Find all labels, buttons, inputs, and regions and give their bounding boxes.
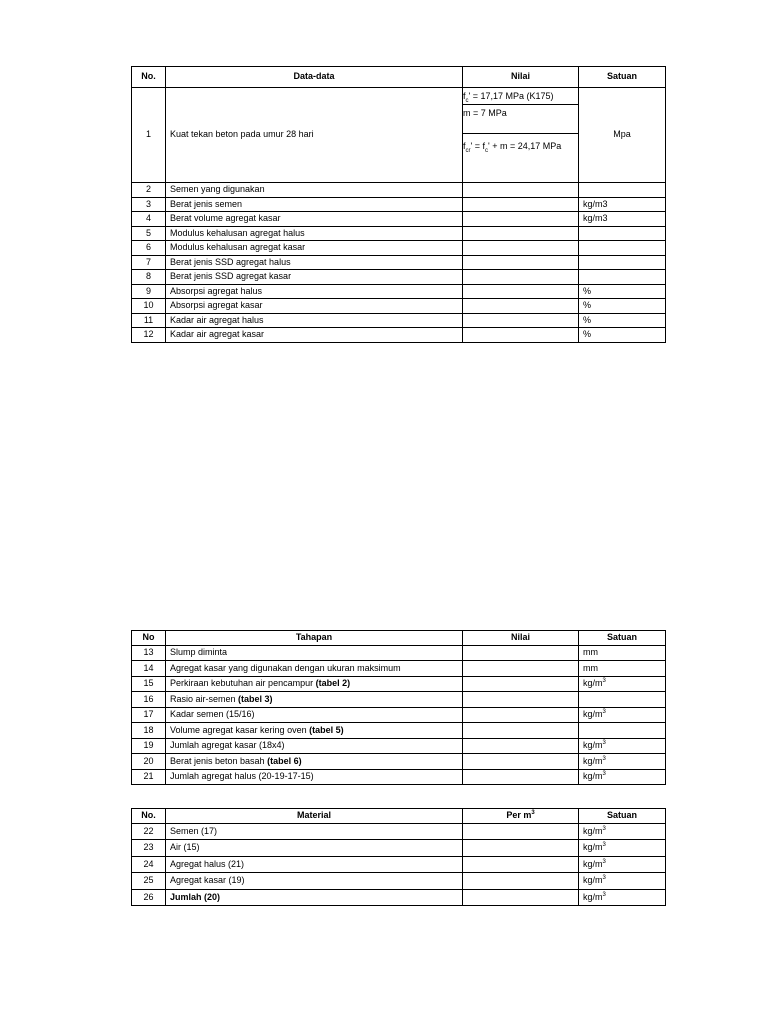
row-label-ref: (tabel 2)	[315, 678, 351, 688]
row-satuan-sup: 3	[602, 709, 606, 715]
row-label: Kadar air agregat kasar	[166, 328, 463, 343]
row-nilai	[463, 707, 579, 723]
header-material: Material	[166, 809, 463, 824]
row-no: 24	[132, 856, 166, 873]
row-label-ref: (tabel 6)	[267, 755, 302, 766]
row-satuan	[579, 823, 666, 840]
row-satuan	[579, 661, 666, 677]
row-satuan-sup: 3	[602, 842, 606, 848]
row-label-text: Volume agregat kasar kering oven	[170, 724, 310, 735]
row-satuan-sup: 3	[602, 858, 606, 865]
row-label: Kadar air agregat halus	[166, 313, 463, 328]
material-table	[131, 808, 666, 906]
row-satuan-text: kg/m	[583, 842, 603, 852]
row-satuan-sup: 3	[602, 755, 606, 762]
fc-value: $f_c' = 17,17$ MPa (K175)	[463, 88, 579, 105]
row-satuan-text: mm	[583, 647, 598, 657]
row-satuan	[579, 241, 666, 256]
row-label	[166, 754, 463, 770]
row-no: 25	[132, 873, 166, 890]
row-satuan	[579, 255, 666, 270]
row-nilai	[463, 889, 579, 906]
row-nilai	[463, 856, 579, 873]
row-satuan	[579, 270, 666, 285]
row-label: Berat jenis semen	[166, 197, 463, 212]
row-label: Absorpsi agregat halus	[166, 284, 463, 299]
row-no: 19	[132, 738, 166, 754]
row-nilai	[463, 212, 579, 227]
table-row	[132, 723, 666, 739]
row-satuan	[579, 754, 666, 770]
row-satuan-text: kg/m	[583, 709, 603, 719]
mix-steps-table	[131, 630, 666, 785]
row-nilai	[463, 738, 579, 754]
row-label-text: Perkiraan kebutuhan air pencampur	[170, 678, 316, 688]
row-no: 5	[132, 226, 166, 241]
row-satuan	[579, 676, 666, 692]
row-label	[166, 692, 463, 708]
table-row	[132, 255, 666, 270]
row-label-ref: (tabel 3)	[238, 693, 273, 704]
row-no: 14	[132, 661, 166, 677]
row-label-ref: Jumlah (20)	[170, 891, 221, 902]
row-satuan	[579, 738, 666, 754]
row-nilai	[463, 299, 579, 314]
row-no: 3	[132, 197, 166, 212]
table-row	[132, 241, 666, 256]
header-satuan: Satuan	[579, 809, 666, 824]
row-nilai	[463, 754, 579, 770]
row-no: 11	[132, 313, 166, 328]
table-row	[132, 754, 666, 770]
row-nilai	[463, 197, 579, 212]
row-satuan	[579, 183, 666, 198]
table-row	[132, 661, 666, 677]
row-no: 16	[132, 692, 166, 708]
row-satuan: %	[579, 313, 666, 328]
row-nilai	[463, 241, 579, 256]
row-nilai	[463, 769, 579, 785]
row-label	[166, 645, 463, 661]
row-satuan-text: kg/m	[583, 678, 603, 688]
row-satuan-sup: 3	[602, 740, 606, 746]
concrete-data-table	[131, 66, 666, 343]
row-satuan-text: kg/m	[583, 875, 603, 885]
row-satuan	[579, 889, 666, 906]
row-nilai	[463, 328, 579, 343]
row-label: Kuat tekan beton pada umur 28 hari	[166, 88, 463, 183]
row-satuan	[579, 723, 666, 739]
row-satuan	[579, 769, 666, 785]
row-label-text: Slump diminta	[170, 647, 228, 657]
row-label	[166, 873, 463, 890]
row-satuan-text: kg/m	[583, 740, 603, 750]
row-label	[166, 707, 463, 723]
row-no: 21	[132, 769, 166, 785]
row-no: 8	[132, 270, 166, 285]
row-satuan-text: kg/m	[583, 755, 603, 766]
row-satuan	[579, 645, 666, 661]
row-satuan	[579, 707, 666, 723]
row-satuan: kg/m3	[579, 212, 666, 227]
row-label	[166, 769, 463, 785]
row-label	[166, 676, 463, 692]
row-satuan	[579, 856, 666, 873]
row-no: 12	[132, 328, 166, 343]
header-satuan: Satuan	[579, 631, 666, 646]
table-row	[132, 88, 666, 183]
row-nilai	[463, 873, 579, 890]
row-label: Berat jenis SSD agregat kasar	[166, 270, 463, 285]
table-row	[132, 856, 666, 873]
row-label-text: Rasio air-semen	[170, 693, 239, 704]
row-satuan	[579, 873, 666, 890]
table-header-row	[132, 809, 666, 824]
row-label-ref: (tabel 5)	[309, 724, 344, 735]
table-row	[132, 212, 666, 227]
table-row	[132, 270, 666, 285]
row-no: 26	[132, 889, 166, 906]
table-row	[132, 197, 666, 212]
row-nilai	[463, 313, 579, 328]
row-nilai	[463, 645, 579, 661]
row-satuan-sup: 3	[602, 825, 606, 832]
row-nilai	[463, 284, 579, 299]
row-no: 2	[132, 183, 166, 198]
header-satuan: Satuan	[579, 67, 666, 88]
row-satuan	[579, 692, 666, 708]
row-nilai	[463, 255, 579, 270]
row-label: Modulus kehalusan agregat halus	[166, 226, 463, 241]
row-label-text: Air (15)	[170, 842, 200, 852]
row-no: 13	[132, 645, 166, 661]
header-data: Data-data	[166, 67, 463, 88]
row-no: 9	[132, 284, 166, 299]
table-row	[132, 183, 666, 198]
row-label-text: Agregat kasar yang digunakan dengan ukuran maksimum	[170, 662, 401, 673]
table-row	[132, 738, 666, 754]
header-no: No.	[132, 67, 166, 88]
row-satuan: kg/m3	[579, 197, 666, 212]
row-label	[166, 723, 463, 739]
row-nilai	[463, 723, 579, 739]
row-satuan-sup: 3	[602, 875, 606, 881]
row-label	[166, 823, 463, 840]
row-nilai	[463, 661, 579, 677]
row-label	[166, 856, 463, 873]
row-satuan-text: kg/m	[583, 891, 603, 902]
row-label	[166, 840, 463, 857]
row-label-text: Jumlah agregat kasar (18x4)	[170, 740, 285, 750]
row-satuan-sup: 3	[602, 891, 606, 898]
header-no: No	[132, 631, 166, 646]
row-no: 1	[132, 88, 166, 183]
row-label: Semen yang digunakan	[166, 183, 463, 198]
row-label	[166, 889, 463, 906]
row-no: 7	[132, 255, 166, 270]
row-label-text: Semen (17)	[170, 825, 218, 836]
row-no: 4	[132, 212, 166, 227]
row-satuan-text: kg/m	[583, 858, 603, 869]
row-satuan-text: kg/m	[583, 771, 603, 781]
row-label-text: Berat jenis beton basah	[170, 755, 268, 766]
row-label-text: Jumlah agregat halus (20-19-17-15)	[170, 771, 314, 781]
row-label: Berat jenis SSD agregat halus	[166, 255, 463, 270]
row-label	[166, 661, 463, 677]
row-nilai	[463, 676, 579, 692]
row-label: Modulus kehalusan agregat kasar	[166, 241, 463, 256]
table-row	[132, 692, 666, 708]
table-row	[132, 226, 666, 241]
row-satuan	[579, 840, 666, 857]
table-row	[132, 823, 666, 840]
table-row	[132, 769, 666, 785]
header-no: No.	[132, 809, 166, 824]
row-no: 18	[132, 723, 166, 739]
row-satuan: Mpa	[579, 88, 666, 183]
table-row	[132, 707, 666, 723]
header-tahapan: Tahapan	[166, 631, 463, 646]
header-per-m3: Per $m^3$	[463, 809, 579, 824]
fcr-value: $f_{cr}' = f_c' + m = 24,17$ MPa	[463, 141, 562, 154]
row-satuan	[579, 226, 666, 241]
row-satuan: %	[579, 328, 666, 343]
row-nilai	[463, 840, 579, 857]
row-label: Berat volume agregat kasar	[166, 212, 463, 227]
table-header-row	[132, 631, 666, 646]
row-no: 22	[132, 823, 166, 840]
row-label: Absorpsi agregat kasar	[166, 299, 463, 314]
header-nilai: Nilai	[463, 67, 579, 88]
table-header-row	[132, 67, 666, 88]
table-row	[132, 889, 666, 906]
row-no: 23	[132, 840, 166, 857]
header-nilai: Nilai	[463, 631, 579, 646]
row-satuan: %	[579, 299, 666, 314]
table-row	[132, 676, 666, 692]
row-nilai	[463, 88, 579, 183]
row-nilai	[463, 823, 579, 840]
row-no: 20	[132, 754, 166, 770]
row-satuan-sup: 3	[602, 771, 606, 777]
row-nilai	[463, 692, 579, 708]
table-row	[132, 840, 666, 857]
row-label-text: Agregat kasar (19)	[170, 875, 245, 885]
row-label	[166, 738, 463, 754]
table-row	[132, 645, 666, 661]
row-no: 10	[132, 299, 166, 314]
row-label-text: Agregat halus (21)	[170, 858, 245, 869]
table-row	[132, 873, 666, 890]
table-row	[132, 284, 666, 299]
row-no: 6	[132, 241, 166, 256]
row-nilai	[463, 270, 579, 285]
row-nilai	[463, 226, 579, 241]
table-row	[132, 299, 666, 314]
row-no: 17	[132, 707, 166, 723]
row-satuan: %	[579, 284, 666, 299]
row-satuan-text: mm	[583, 662, 598, 673]
row-no: 15	[132, 676, 166, 692]
row-satuan-text: kg/m	[583, 825, 603, 836]
table-row	[132, 328, 666, 343]
row-label-text: Kadar semen (15/16)	[170, 709, 255, 719]
row-nilai	[463, 183, 579, 198]
row-satuan-sup: 3	[602, 678, 606, 684]
table-row	[132, 313, 666, 328]
m-value: m = 7 MPa	[463, 105, 579, 134]
